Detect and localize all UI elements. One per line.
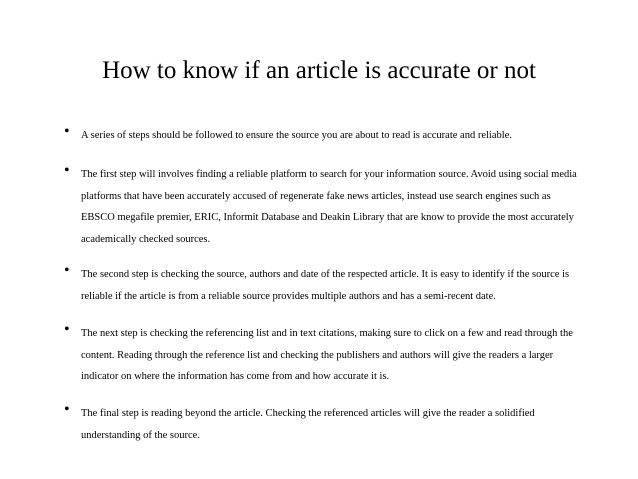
bullet-marker-icon: • (64, 123, 70, 140)
bullet-text: A series of steps should be followed to ensure the source you are about to read is accurate and reliable. (81, 130, 512, 141)
bullet-marker-icon: • (64, 262, 70, 279)
bullet-text: The final step is reading beyond the article. Checking the referenced articles will give the reader a solidified understanding of the source. (81, 408, 535, 441)
bullet-text: The second step is checking the source, authors and date of the respected article. It is easy to identify if the source is reliable if the article is from a reliable source provides multiple authors and has a semi-recent date. (81, 269, 570, 302)
bullet-marker-icon: • (64, 401, 70, 418)
bullet-marker-icon: • (64, 321, 70, 338)
slide-title: How to know if an article is accurate or not (102, 57, 536, 84)
bullet-text: The next step is checking the referencing list and in text citations, making sure to click on a few and read through the content. Reading through the reference list and checking the publishers and authors will give the readers a larger indicator on where the information has come from and how accurate it is. (81, 328, 573, 382)
bullet-marker-icon: • (64, 162, 70, 179)
bullet-text: The first step will involves finding a reliable platform to search for your information source. Avoid using social media platforms that have been accurately accused of regenerate fake news articles, instead use search engines such as EBSCO megafile premier, ERIC, Informit Database and Deakin Library that are know to provide the most accurately academically checked sources. (81, 169, 577, 245)
